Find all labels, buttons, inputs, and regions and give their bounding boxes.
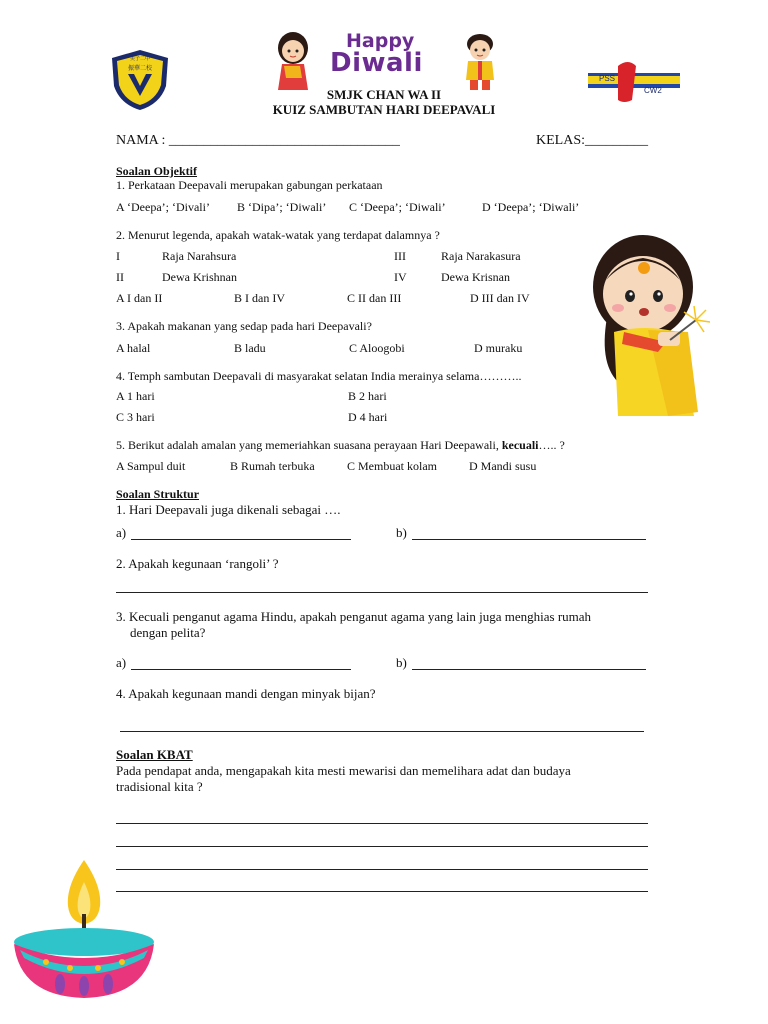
banner-diwali-text: Diwali bbox=[330, 48, 423, 78]
q1-option-c[interactable]: C ‘Deepa’; ‘Diwali’ bbox=[349, 200, 446, 214]
cw2-label: CW2 bbox=[644, 86, 662, 95]
q1-option-b[interactable]: B ‘Dipa’; ‘Diwali’ bbox=[237, 200, 327, 214]
q5-option-d[interactable]: D Mandi susu bbox=[469, 459, 537, 473]
pss-label: PSS bbox=[599, 74, 616, 83]
q5-text-end: ….. ? bbox=[538, 438, 565, 452]
struktur-q1-b-label: b) bbox=[396, 525, 407, 540]
struktur-q1-a-label: a) bbox=[116, 525, 127, 540]
crest-text-mid: 振華二校 bbox=[128, 65, 153, 72]
kbat-answer-line[interactable] bbox=[116, 846, 648, 847]
q4-option-b[interactable]: B 2 hari bbox=[348, 389, 387, 403]
q2-item-name: Raja Narakasura bbox=[441, 249, 521, 263]
girl-sparkler-illustration bbox=[588, 232, 718, 422]
q1-option-d[interactable]: D ‘Deepa’; ‘Diwali’ bbox=[482, 200, 580, 214]
q5-text-start: 5. Berikut adalah amalan yang memeriahkan suasana perayaan Hari Deepawali, bbox=[116, 438, 502, 452]
kbat-answer-line[interactable] bbox=[116, 869, 648, 870]
banner-happy-text: Happy bbox=[346, 30, 415, 52]
struktur-q3-text-line1: 3. Kecuali penganut agama Hindu, apakah penganut agama yang lain juga menghias rumah bbox=[116, 609, 592, 624]
q3-option-c[interactable]: C Aloogobi bbox=[349, 341, 405, 355]
struktur-q1-b-answer-line[interactable] bbox=[412, 539, 646, 540]
q5-option-c[interactable]: C Membuat kolam bbox=[347, 459, 437, 473]
q3-option-a[interactable]: A halal bbox=[116, 341, 151, 355]
nama-field[interactable]: NAMA : _________________________________ bbox=[116, 133, 400, 148]
struktur-q2-text: 2. Apakah kegunaan ‘rangoli’ ? bbox=[116, 556, 279, 571]
q4-option-d[interactable]: D 4 hari bbox=[348, 410, 388, 424]
q2-item-num: II bbox=[116, 270, 124, 284]
happy-diwali-banner bbox=[268, 30, 508, 92]
q4-option-a[interactable]: A 1 hari bbox=[116, 389, 155, 403]
struktur-q3-text-line2: dengan pelita? bbox=[130, 625, 206, 640]
crest-text-top: 美子二中 bbox=[130, 56, 151, 62]
q2-option-c[interactable]: C II dan III bbox=[347, 291, 402, 305]
diya-lamp-illustration bbox=[10, 858, 158, 1000]
quiz-title: KUIZ SAMBUTAN HARI DEEPAVALI bbox=[272, 102, 496, 117]
q1-text: 1. Perkataan Deepavali merupakan gabungan perkataan bbox=[116, 178, 383, 192]
q3-text: 3. Apakah makanan yang sedap pada hari Deepavali? bbox=[116, 319, 372, 333]
objektif-heading: Soalan Objektif bbox=[116, 164, 198, 178]
q2-text: 2. Menurut legenda, apakah watak-watak yang terdapat dalamnya ? bbox=[116, 228, 440, 242]
struktur-q4-text: 4. Apakah kegunaan mandi dengan minyak bijan? bbox=[116, 686, 376, 701]
q2-option-a[interactable]: A I dan II bbox=[116, 291, 163, 305]
q2-option-d[interactable]: D III dan IV bbox=[470, 291, 530, 305]
struktur-q2-answer-line[interactable] bbox=[116, 592, 648, 593]
struktur-q3-a-answer-line[interactable] bbox=[131, 669, 351, 670]
school-name: SMJK CHAN WA II bbox=[326, 87, 442, 102]
struktur-q3-b-label: b) bbox=[396, 655, 407, 670]
struktur-heading: Soalan Struktur bbox=[116, 487, 200, 501]
q5-option-b[interactable]: B Rumah terbuka bbox=[230, 459, 315, 473]
kbat-answer-line[interactable] bbox=[116, 891, 648, 892]
q5-text bbox=[116, 438, 565, 453]
kelas-field[interactable]: KELAS:_________ bbox=[536, 133, 648, 148]
q2-item-num: III bbox=[394, 249, 406, 263]
boy-cartoon-icon bbox=[458, 32, 502, 92]
kbat-answer-line[interactable] bbox=[116, 823, 648, 824]
q2-item-name: Raja Narahsura bbox=[162, 249, 237, 263]
q4-option-c[interactable]: C 3 hari bbox=[116, 410, 155, 424]
kbat-question-line1: Pada pendapat anda, mengapakah kita mesti mewarisi dan memelihara adat dan budaya bbox=[116, 763, 571, 778]
q2-option-b[interactable]: B I dan IV bbox=[234, 291, 285, 305]
kbat-question-line2: tradisional kita ? bbox=[116, 779, 203, 794]
struktur-q3-b-answer-line[interactable] bbox=[412, 669, 646, 670]
q5-text-bold: kecuali bbox=[501, 438, 539, 452]
q4-text: 4. Temph sambutan Deepavali di masyarakat selatan India merainya selama……….. bbox=[116, 369, 522, 383]
struktur-q1-a-answer-line[interactable] bbox=[131, 539, 351, 540]
q3-option-b[interactable]: B ladu bbox=[234, 341, 266, 355]
girl-cartoon-icon bbox=[270, 30, 316, 92]
q2-item-num: IV bbox=[394, 270, 407, 284]
struktur-q1-text: 1. Hari Deepavali juga dikenali sebagai …. bbox=[116, 502, 341, 517]
q3-option-d[interactable]: D muraku bbox=[474, 341, 523, 355]
q1-option-a[interactable]: A ‘Deepa’; ‘Divali’ bbox=[116, 200, 210, 214]
kbat-heading: Soalan KBAT bbox=[116, 747, 193, 762]
q5-option-a[interactable]: A Sampul duit bbox=[116, 459, 186, 473]
q2-item-num: I bbox=[116, 249, 120, 263]
struktur-q4-answer-line[interactable] bbox=[120, 731, 644, 732]
q2-item-name: Dewa Krishnan bbox=[162, 270, 237, 284]
q2-item-name: Dewa Krisnan bbox=[441, 270, 510, 284]
struktur-q3-a-label: a) bbox=[116, 655, 127, 670]
